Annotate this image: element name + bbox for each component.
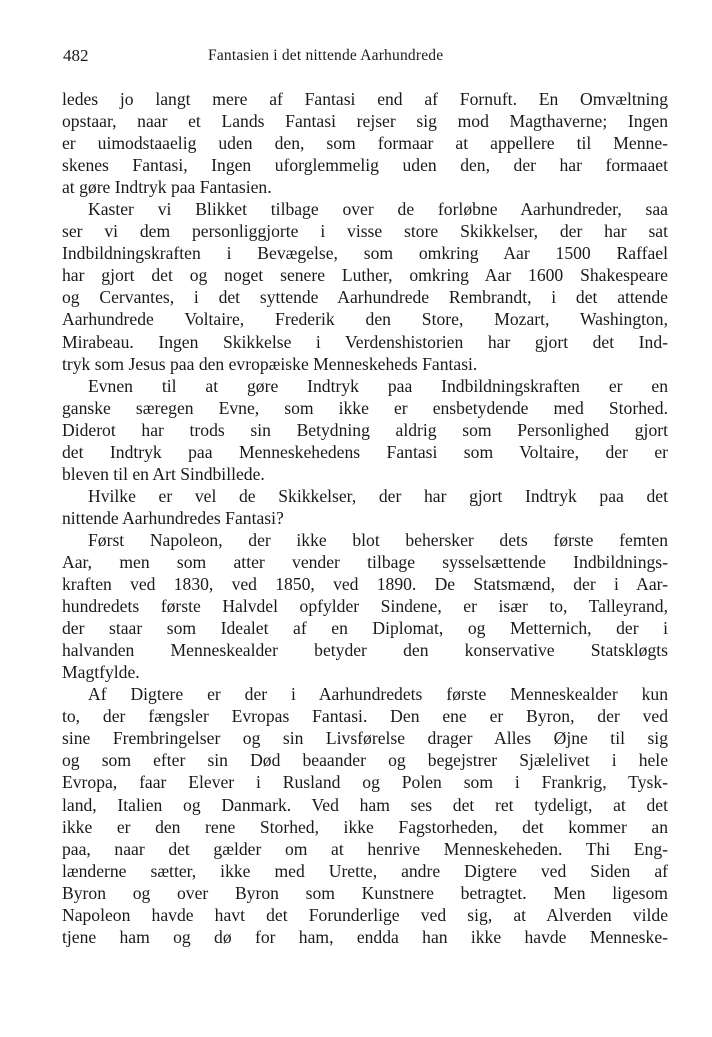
text-line: og som efter sin Død beaander og begejstrer Sjælelivet i hele	[62, 750, 668, 771]
text-line: og Cervantes, i det syttende Aarhundrede Rembrandt, i det attende	[62, 287, 668, 308]
text-line: paa, naar det gælder om at henrive Menneskeheden. Thi Eng-	[62, 838, 668, 859]
paragraph	[62, 198, 668, 374]
text-line: kraften ved 1830, ved 1850, ved 1890. De Statsmænd, der i Aar-	[62, 574, 668, 595]
text-line: Diderot har trods sin Betydning aldrig som Personlighed gjort	[62, 419, 668, 440]
running-title: Fantasien i det nittende Aarhundrede	[208, 47, 444, 64]
paragraph	[62, 529, 668, 683]
text-line: det Indtryk paa Menneskehedens Fantasi som Voltaire, der er	[62, 441, 668, 462]
text-line: tryk som Jesus paa den evropæiske Menneskeheds Fantasi.	[62, 353, 478, 374]
text-line: Magtfylde.	[62, 662, 140, 683]
text-line: Af Digtere er der i Aarhundredets første Menneskealder kun	[88, 684, 668, 705]
text-line: har gjort det og noget senere Luther, omkring Aar 1600 Shakespeare	[62, 265, 668, 286]
text-line: Aar, men som atter vender tilbage sysselsættende Indbildnings-	[62, 551, 668, 572]
text-line: at gøre Indtryk paa Fantasien.	[62, 177, 272, 198]
text-line: halvanden Menneskealder betyder den konservative Statskløgts	[62, 640, 668, 661]
text-line: Kaster vi Blikket tilbage over de forløbne Aarhundreder, saa	[88, 199, 668, 220]
text-line: Evropa, faar Elever i Rusland og Polen som i Frankrig, Tysk-	[62, 772, 668, 793]
text-line: er uimodstaaelig uden den, som formaar at appellere til Menne-	[62, 133, 668, 154]
text-line: ikke er den rene Storhed, ikke Fagstorheden, det kommer an	[62, 816, 668, 837]
text-line: ledes jo langt mere af Fantasi end af Fornuft. En Omvæltning	[62, 89, 668, 109]
text-line: bleven til en Art Sindbillede.	[62, 463, 265, 484]
text-line: land, Italien og Danmark. Ved ham ses det ret tydeligt, at det	[62, 794, 668, 815]
text-line: to, der fængsler Evropas Fantasi. Den ene er Byron, der ved	[62, 706, 668, 727]
body-text	[62, 88, 668, 948]
page-header	[63, 46, 668, 70]
text-line: Napoleon havde havt det Forunderlige ved sig, at Alverden vilde	[62, 904, 668, 925]
text-line: opstaar, naar et Lands Fantasi rejser sig mod Magthaverne; Ingen	[62, 111, 668, 132]
text-line: Aarhundrede Voltaire, Frederik den Store, Mozart, Washington,	[62, 309, 668, 330]
text-line: nittende Aarhundredes Fantasi?	[62, 507, 284, 528]
text-line: Hvilke er vel de Skikkelser, der har gjort Indtryk paa det	[88, 485, 668, 506]
text-line: Byron og over Byron som Kunstnere betragtet. Men ligesom	[62, 882, 668, 903]
text-line: ganske særegen Evne, som ikke er ensbetydende med Storhed.	[62, 397, 668, 418]
text-line: Først Napoleon, der ikke blot behersker dets første femten	[88, 529, 668, 550]
text-line: sine Frembringelser og sin Livsførelse drager Alles Øjne til sig	[62, 728, 668, 749]
paragraph	[62, 88, 668, 198]
text-line: lænderne sætter, ikke med Urette, andre Digtere ved Siden af	[62, 860, 668, 881]
text-line: Evnen til at gøre Indtryk paa Indbildningskraften er en	[88, 375, 668, 396]
text-line: ser vi dem personliggjorte i visse store Skikkelser, der har sat	[62, 221, 668, 242]
text-line: Mirabeau. Ingen Skikkelse i Verdenshistorien har gjort det Ind-	[62, 331, 668, 352]
page-number: 482	[63, 46, 89, 65]
text-line: Indbildningskraften i Bevægelse, som omkring Aar 1500 Raffael	[62, 243, 668, 264]
paragraph	[62, 485, 668, 529]
paragraph	[62, 683, 668, 948]
text-line: der staar som Idealet af en Diplomat, og Metternich, der i	[62, 618, 668, 639]
text-line: hundredets første Halvdel opfylder Sindene, er især to, Talleyrand,	[62, 596, 668, 617]
text-line: tjene ham og dø for ham, endda han ikke havde Menneske-	[62, 926, 668, 947]
paragraph	[62, 375, 668, 485]
text-line: skenes Fantasi, Ingen uforglemmelig uden den, der har formaaet	[62, 155, 668, 176]
